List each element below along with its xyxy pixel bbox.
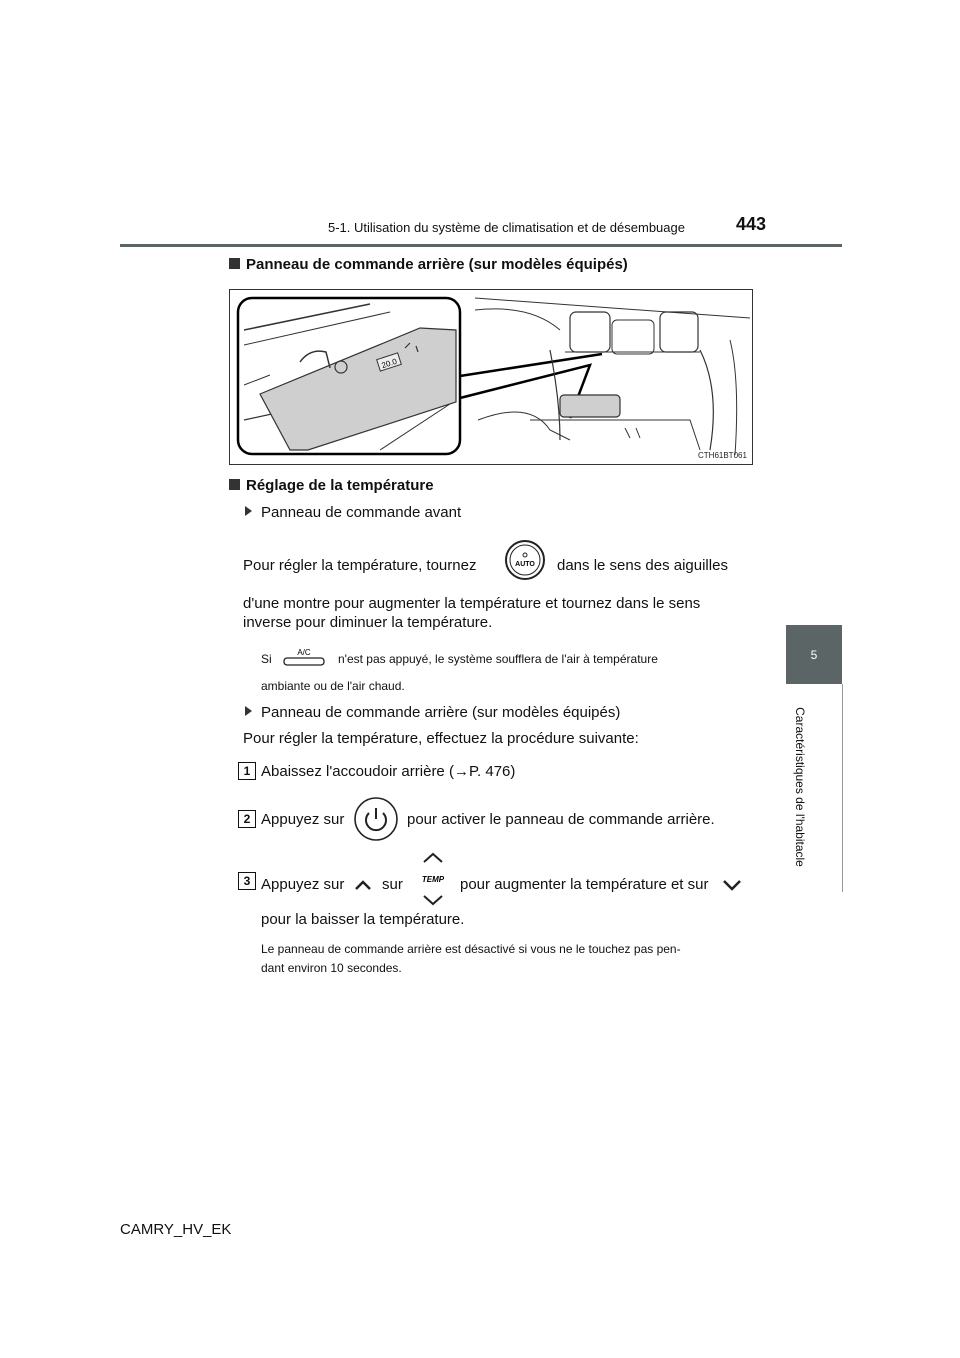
step-number-2: 2 bbox=[238, 810, 256, 828]
square-bullet-icon bbox=[229, 258, 240, 269]
step-3-text-a: Appuyez sur bbox=[261, 876, 345, 893]
rear-panel-illustration bbox=[229, 289, 753, 465]
step-number-1: 1 bbox=[238, 762, 256, 780]
ac-button-icon bbox=[282, 647, 326, 672]
section-heading-temperature: Réglage de la température bbox=[229, 477, 434, 494]
svg-text:TEMP: TEMP bbox=[421, 875, 445, 884]
step-3-text-c: pour augmenter la température et sur bbox=[460, 876, 709, 893]
note-ac-b: n'est pas appuyé, le système soufflera de l'air à température bbox=[338, 652, 658, 666]
chevron-up-icon bbox=[354, 878, 372, 896]
triangle-bullet-icon bbox=[245, 706, 252, 716]
square-bullet-icon bbox=[229, 479, 240, 490]
header-rule bbox=[120, 244, 842, 247]
display-value: 20.0 bbox=[380, 356, 399, 371]
temp-button-icon bbox=[418, 850, 448, 913]
subheading-rear-panel: Panneau de commande arrière (sur modèles équipés) bbox=[245, 703, 620, 723]
tab-divider bbox=[842, 684, 843, 892]
figure-code: CTH61BT061 bbox=[698, 451, 747, 460]
chapter-tab: 5 bbox=[786, 625, 842, 684]
step-2-text-a: Appuyez sur bbox=[261, 811, 345, 828]
auto-dial-icon bbox=[504, 539, 546, 586]
power-button-icon bbox=[353, 796, 399, 847]
note-ac-a: Si bbox=[261, 652, 272, 666]
subheading-front-panel: Panneau de commande avant bbox=[245, 503, 461, 523]
rear-note-line2: dant environ 10 secondes. bbox=[261, 961, 402, 975]
chapter-side-label: Caractéristiques de l'habitacle bbox=[793, 707, 807, 867]
svg-text:A/C: A/C bbox=[297, 648, 311, 657]
page-number: 443 bbox=[736, 214, 767, 234]
step-number-3: 3 bbox=[238, 872, 256, 890]
rear-intro: Pour régler la température, effectuez la procédure suivante: bbox=[243, 730, 639, 747]
chevron-down-icon bbox=[722, 878, 742, 896]
front-text-line2: d'une montre pour augmenter la température et tournez dans le sens bbox=[243, 595, 701, 612]
section-heading-rear-panel: Panneau de commande arrière (sur modèles équipés) bbox=[229, 256, 628, 273]
front-text-line1a: Pour régler la température, tournez bbox=[243, 557, 477, 574]
triangle-bullet-icon bbox=[245, 506, 252, 516]
note-ac-c: ambiante ou de l'air chaud. bbox=[261, 679, 405, 693]
front-text-line1b: dans le sens des aiguilles bbox=[557, 557, 728, 574]
chapter-title: 5-1. Utilisation du système de climatisation et de désembuage bbox=[328, 220, 685, 235]
front-text-line3: inverse pour diminuer la température. bbox=[243, 614, 493, 631]
step-1-text: Abaissez l'accoudoir arrière (→P. 476) bbox=[261, 763, 516, 780]
rear-note-line1: Le panneau de commande arrière est désactivé si vous ne le touchez pas pen- bbox=[261, 942, 681, 956]
model-code: CAMRY_HV_EK bbox=[120, 1221, 232, 1238]
svg-text:AUTO: AUTO bbox=[515, 561, 535, 568]
step-3-text-d: pour la baisser la température. bbox=[261, 911, 465, 928]
step-3-text-b: sur bbox=[382, 876, 403, 893]
step-2-text-b: pour activer le panneau de commande arrière. bbox=[407, 811, 715, 828]
car-interior-drawing bbox=[230, 290, 752, 464]
